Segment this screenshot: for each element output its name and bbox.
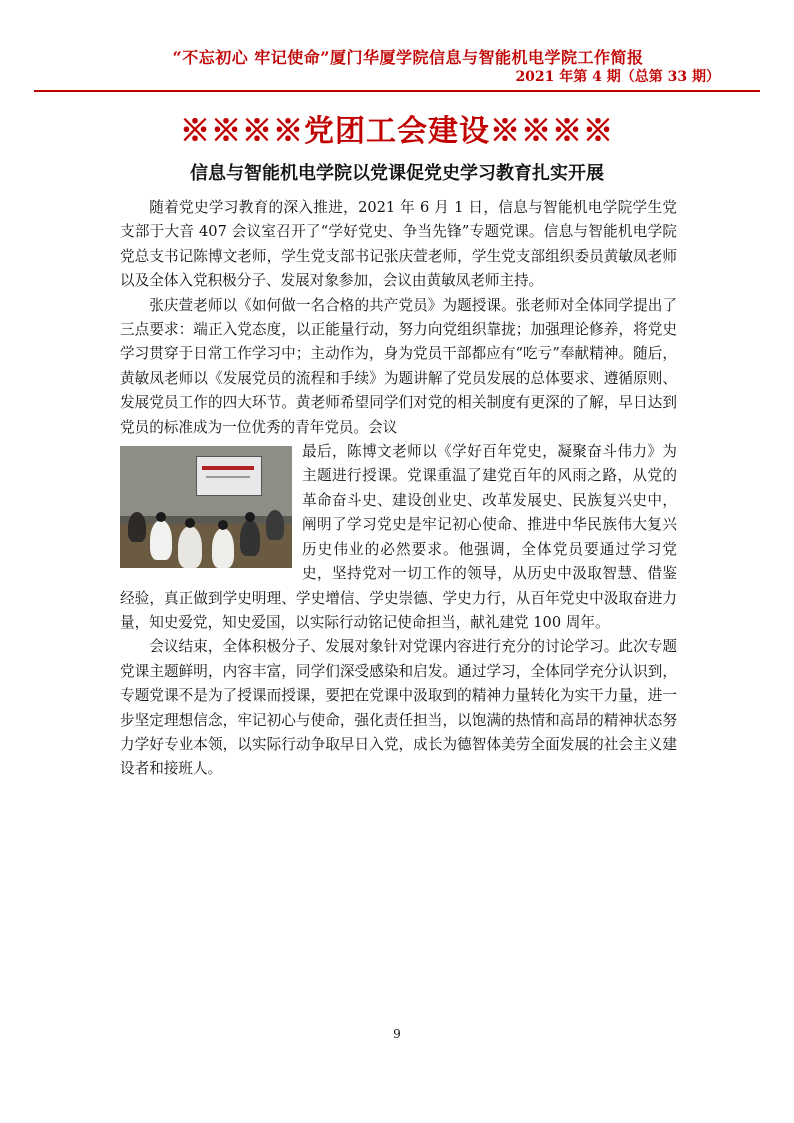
article-body [120, 196, 677, 782]
issue-number: 2021 年第 4 期（总第 33 期） [515, 69, 720, 85]
section-title: ※※※※党团工会建设※※※※ [180, 114, 614, 149]
header-divider [34, 90, 760, 92]
page-header [34, 48, 760, 92]
paragraph-lecture-2: 最后，陈博文老师以《学好百年党史，凝聚奋斗伟力》为主题进行授课。党课重温了建党百年的风雨之路，从党的革命奋斗史、建设创业史、改革发展史、民族复兴史中，阐明了学习党史是牢记初心使命、推进中华民族伟大复兴历史伟业的必然要求。他强调，全体党员要通过学习党史，坚持党对一切工作的领导，从历史中汲取智慧、借鉴经验，真正做到学史明理、学史增信、学史崇德、学史力行，从百年党史中汲取奋进力量，知史爱党，知史爱国，以实际行动铭记使命担当，献礼建党 100 周年。 [120, 443, 677, 631]
article-title: 信息与智能机电学院以党课促党史学习教育扎实开展 [190, 163, 604, 184]
paragraph-lecture-1: 张庆萱老师以《如何做一名合格的共产党员》为题授课。张老师对全体同学提出了三点要求：端正入党态度，以正能量行动，努力向党组织靠拢；加强理论修养，将党史学习贯穿于日常工作学习中；主动作为，身为党员干部都应有“吃亏”奉献精神。随后，黄敏凤老师以《发展党员的流程和手续》为题讲解了党员发展的总体要求、遵循原则、发展党员工作的四大环节。黄老师希望同学们对党的相关制度有更深的了解，早日达到党员的标准成为一位优秀的青年党员。会议 [120, 296, 677, 436]
paragraph-conclusion: 会议结束，全体积极分子、发展对象针对党课内容进行充分的讨论学习。此次专题党课主题鲜明，内容丰富，同学们深受感染和启发。通过学习，全体同学充分认识到，专题党课不是为了授课而授课，要把在党课中汲取到的精神力量转化为实干力量，进一步坚定理想信念，牢记初心与使命，强化责任担当，以饱满的热情和高昂的精神状态努力学好专业本领，以实际行动争取早日入党，成长为德智体美劳全面发展的社会主义建设者和接班人。 [120, 638, 677, 778]
page-number: 9 [393, 1027, 401, 1041]
paragraph-intro: 随着党史学习教育的深入推进，2021 年 6 月 1 日，信息与智能机电学院学生党支部于大音 407 会议室召开了“学好党史、争当先锋”专题党课。信息与智能机电学院党总支书记陈博文老师，学生党支部书记张庆萱老师，学生党支部组织委员黄敏凤老师以及全体入党积极分子、发展对象参加，会议由黄敏凤老师主持。 [120, 199, 677, 290]
bulletin-title: “不忘初心 牢记使命”厦门华厦学院信息与智能机电学院工作简报 [172, 48, 644, 67]
meeting-photo [120, 446, 292, 568]
